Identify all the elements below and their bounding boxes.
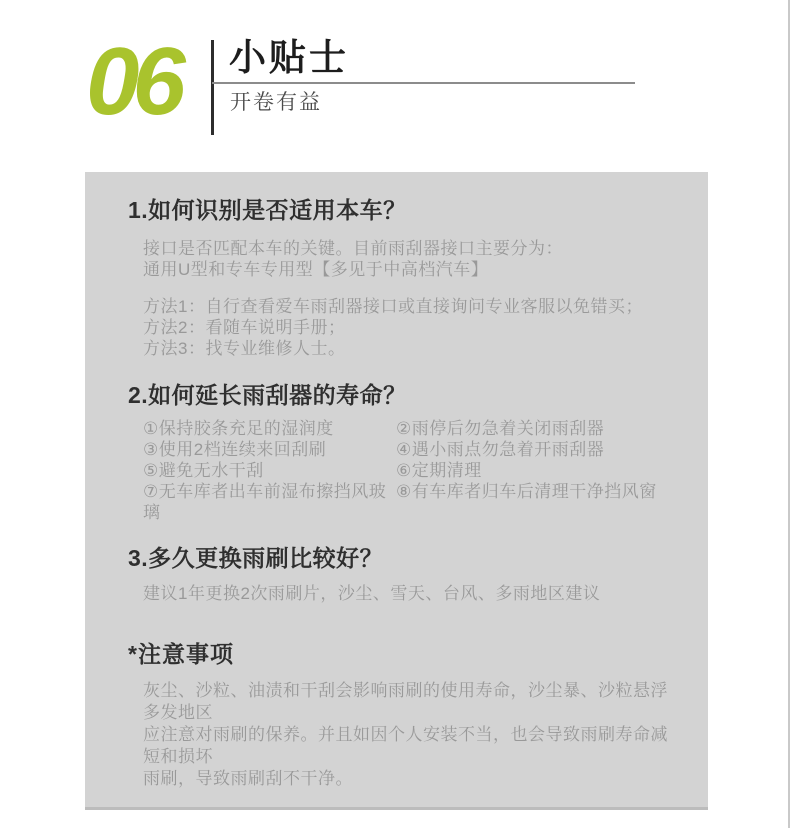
section1-intro [143, 238, 680, 280]
section-number: 06 [86, 28, 179, 135]
note-line: 应注意对雨刷的保养。并且如因个人安装不当，也会导致雨刷寿命减短和损坏 [143, 725, 668, 766]
method-line: 方法1：自行查看爱车雨刮器接口或直接询问专业客服以免错买； [143, 297, 643, 316]
intro-line: 通用U型和专车专用型【多见于中高档汽车】 [143, 260, 489, 279]
tip-item: ①保持胶条充足的湿润度 [143, 419, 334, 438]
tip-item: ②雨停后勿急着关闭雨刮器 [396, 419, 605, 438]
vertical-divider [211, 40, 214, 135]
method-line: 方法3：找专业维修人士。 [143, 339, 346, 358]
section1-heading: 1.如何识别是否适用本车？ [128, 197, 407, 223]
notes-body [143, 680, 680, 790]
note-line: 雨刷，导致雨刷刮不干净。 [143, 769, 353, 788]
note-line: 灰尘、沙粒、油渍和干刮会影响雨刷的使用寿命，沙尘暴、沙粒悬浮多发地区 [143, 681, 668, 722]
title-underline [212, 82, 635, 84]
tip-item: ③使用2档连续来回刮刷 [143, 440, 327, 459]
tip-item: ⑤避免无水干刮 [143, 461, 264, 480]
tip-item: ⑦无车库者出车前湿布擦挡风玻璃 [143, 482, 387, 522]
page-subtitle: 开卷有益 [230, 91, 322, 114]
page-title: 小贴士 [229, 37, 349, 78]
tips-panel-content [85, 172, 708, 790]
tips-panel [85, 172, 708, 810]
method-line: 方法2：看随车说明手册； [143, 318, 346, 337]
section2-tips-grid [143, 418, 680, 522]
section3-body: 建议1年更换2次雨刷片，沙尘、雪天、台风、多雨地区建议 [143, 584, 601, 603]
tip-item: ④遇小雨点勿急着开雨刮器 [396, 440, 605, 459]
section2-heading: 2.如何延长雨刮器的寿命？ [128, 382, 407, 408]
intro-line: 接口是否匹配本车的关键。目前雨刮器接口主要分为： [143, 239, 563, 258]
section3-heading: 3.多久更换雨刷比较好？ [128, 545, 384, 571]
tip-item: ⑧有车库者归车后清理干净挡风窗 [396, 482, 657, 501]
notes-heading: *注意事项 [128, 641, 234, 667]
tip-item: ⑥定期清理 [396, 461, 482, 480]
section1-methods [143, 296, 680, 359]
